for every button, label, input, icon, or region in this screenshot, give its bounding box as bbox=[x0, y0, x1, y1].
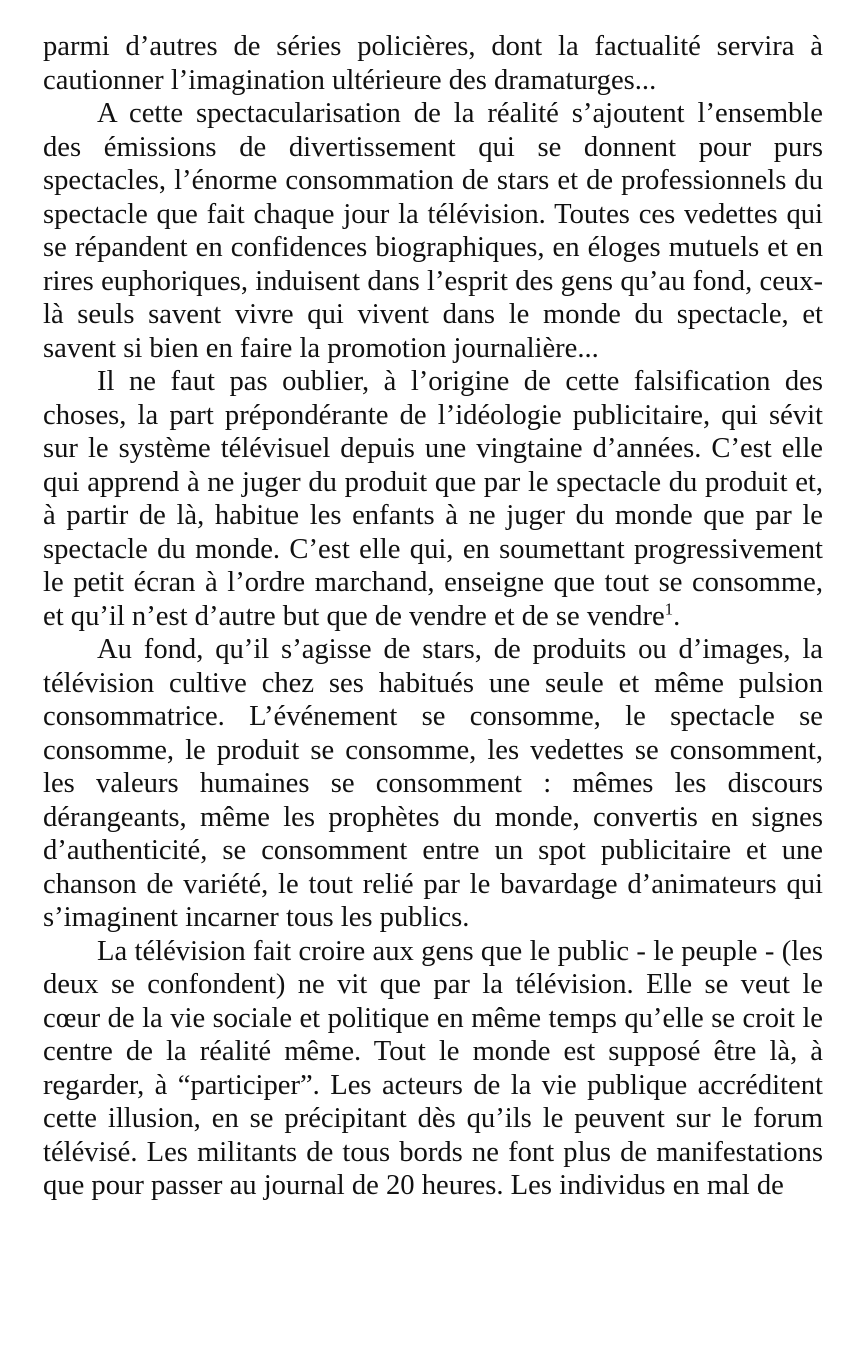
document-page bbox=[43, 0, 823, 1203]
paragraph-4: Au fond, qu’il s’agisse de stars, de produits ou d’images, la télévision cultive chez ses habitués une seule et même pulsion consommatrice. L’événement se consomme, le spectacle se consomme, le produit se consomme, les vedettes se consomment, les valeurs humaines se consomment : mêmes les discours dérangeants, même les prophètes du monde, convertis en signes d’authenticité, se consomment entre un spot publicitaire et une chanson de variété, le tout relié par le bavardage d’animateurs qui s’imaginent incarner tous les publics. bbox=[43, 634, 823, 933]
paragraph-2: A cette spectacularisation de la réalité s’ajoutent l’ensemble des émissions de divertissement qui se donnent pour purs spectacles, l’énorme consommation de stars et de professionnels du spectacle que fait chaque jour la télévision. Toutes ces vedettes qui se répandent en confidences biographiques, en éloges mutuels et en rires euphoriques, induisent dans l’esprit des gens qu’au fond, ceux-là seuls savent vivre qui vivent dans le monde du spectacle, et savent si bien en faire la promotion journalière... bbox=[43, 98, 823, 364]
paragraph-3-end: . bbox=[673, 600, 681, 632]
footnote-reference[interactable]: 1 bbox=[664, 598, 674, 618]
paragraph-3-text: Il ne faut pas oublier, à l’origine de cette falsification des choses, la part prépondérante de l’idéologie publicitaire, qui sévit sur le système télévisuel depuis une vingtaine d’années. C’est elle qui apprend à ne juger du produit que par le spectacle du produit et, à partir de là, habitue les enfants à ne juger du monde que par le spectacle du monde. C’est elle qui, en soumettant progressivement le petit écran à l’ordre marchand, enseigne que tout se consomme, et qu’il n’est d’autre but que de vendre et de se vendre bbox=[43, 366, 823, 632]
paragraph-1: parmi d’autres de séries policières, dont la factualité servira à cautionner l’imagination ultérieure des dramaturges... bbox=[43, 31, 823, 96]
paragraph-3 bbox=[43, 365, 823, 633]
paragraph-5: La télévision fait croire aux gens que le public - le peuple - (les deux se confondent) ne vit que par la télévision. Elle se veut le cœur de la vie sociale et politique en même temps qu’elle se croit le centre de la réalité même. Tout le monde est supposé être là, à regarder, à “participer”. Les acteurs de la vie publique accréditent cette illusion, en se précipitant dès qu’ils le peuvent sur le forum télévisé. Les militants de tous bords ne font plus de manifestations que pour passer au journal de 20 heures. Les individus en mal de bbox=[43, 935, 823, 1201]
